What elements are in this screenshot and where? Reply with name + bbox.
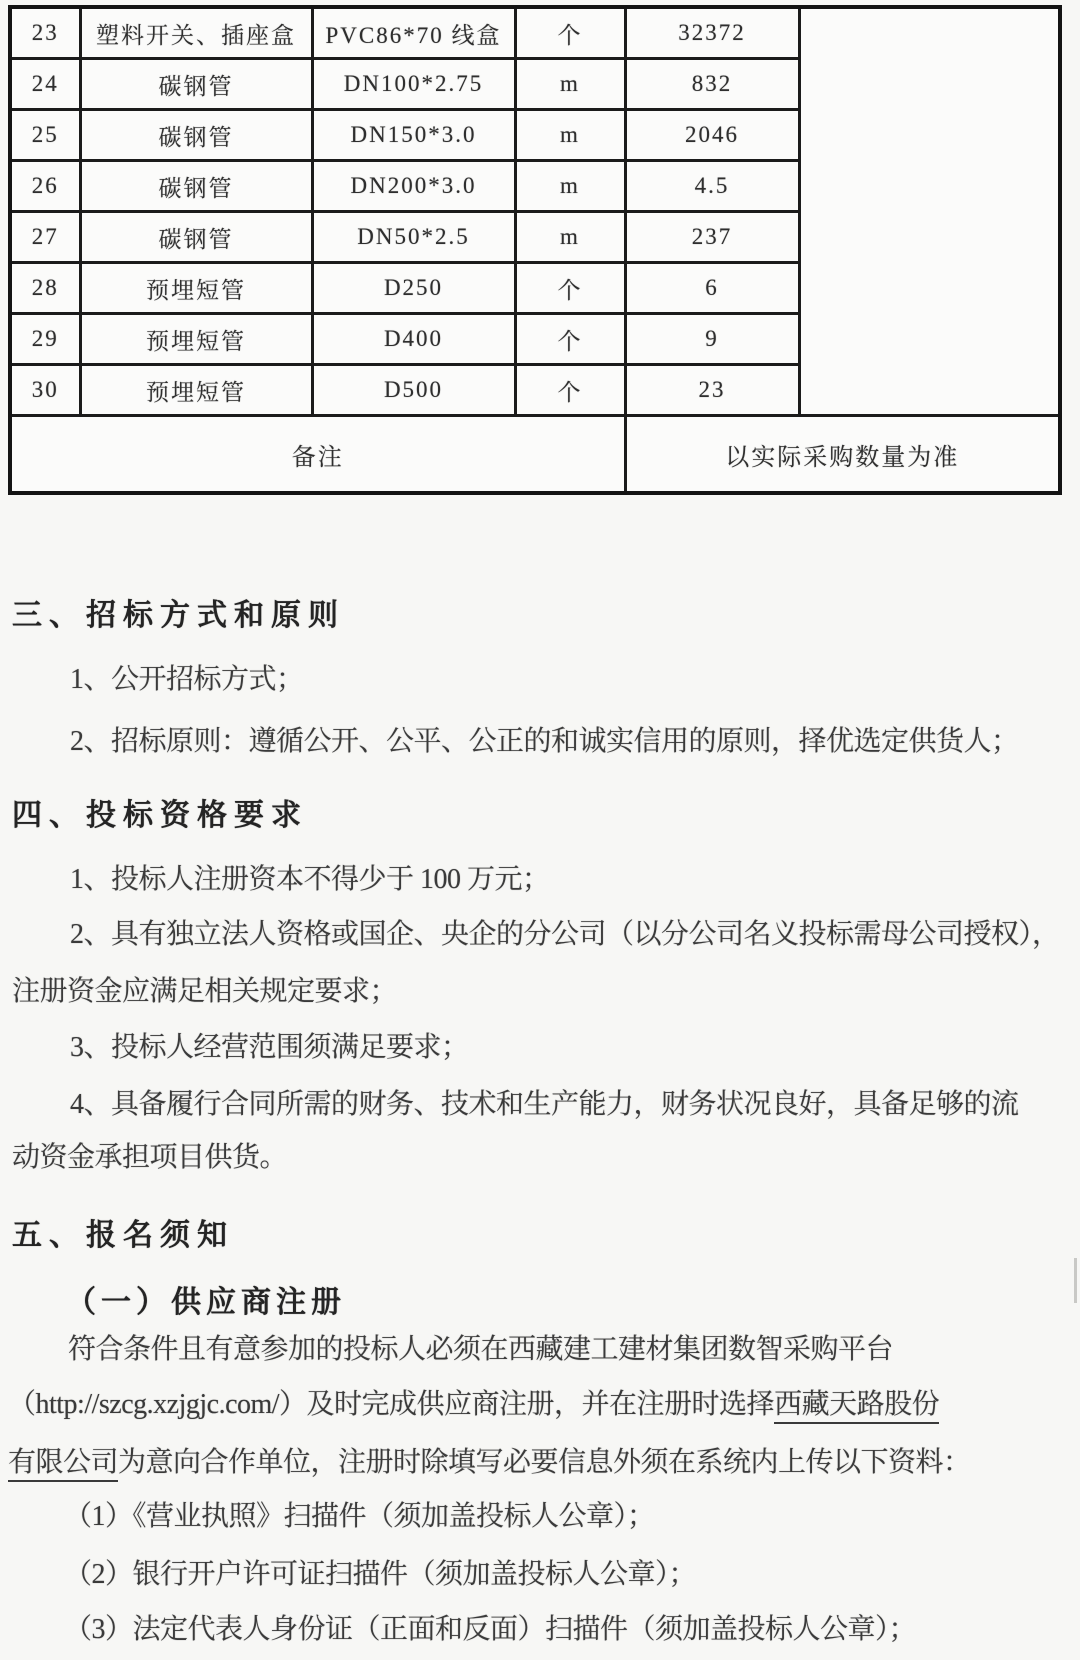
cell-spec: D400 [312, 314, 515, 365]
materials-table [8, 5, 1062, 495]
cell-seq: 25 [10, 110, 80, 161]
cell-unit: 个 [515, 365, 625, 416]
remarks-label-cell: 备注 [10, 416, 625, 494]
cell-spec: D250 [312, 263, 515, 314]
company-name-underlined: 有限公司 [8, 1447, 118, 1482]
cell-spec: PVC86*70 线盒 [312, 7, 515, 59]
cell-seq: 28 [10, 263, 80, 314]
cell-material-name: 碳钢管 [80, 161, 312, 212]
cell-seq: 24 [10, 59, 80, 110]
cell-spec: DN200*3.0 [312, 161, 515, 212]
section-4-item-3: 3、投标人经营范围须满足要求； [70, 1032, 469, 1063]
cell-material-name: 预埋短管 [80, 365, 312, 416]
registration-line-2-text: （http://szcg.xzjgjc.com/）及时完成供应商注册，并在注册时选择 [8, 1389, 775, 1420]
cell-seq: 23 [10, 7, 80, 59]
section-3-item-2: 2、招标原则：遵循公开、公平、公正的和诚实信用的原则，择优选定供货人； [70, 726, 1019, 757]
cell-spec: DN150*3.0 [312, 110, 515, 161]
cell-qty: 6 [625, 263, 799, 314]
cell-unit: m [515, 110, 625, 161]
required-document-item-2: （2）银行开户许可证扫描件（须加盖投标人公章）； [64, 1559, 697, 1590]
required-document-item-3: （3）法定代表人身份证（正面和反面）扫描件（须加盖投标人公章）； [64, 1614, 917, 1645]
cell-material-name: 预埋短管 [80, 263, 312, 314]
remarks-value-cell: 以实际采购数量为准 [625, 416, 1060, 494]
remarks-merged-cell [799, 7, 1060, 416]
registration-paragraph-line-1: 符合条件且有意参加的投标人必须在西藏建工建材集团数智采购平台 [68, 1334, 894, 1365]
section-5-heading: 五、报名须知 [12, 1219, 234, 1252]
cell-material-name: 碳钢管 [80, 110, 312, 161]
cell-material-name: 预埋短管 [80, 314, 312, 365]
section-3-heading: 三、招标方式和原则 [12, 599, 345, 632]
section-4-item-4-line-2: 动资金承担项目供货。 [12, 1142, 288, 1173]
registration-paragraph-line-2 [8, 1388, 939, 1421]
cell-material-name: 碳钢管 [80, 59, 312, 110]
cell-unit: m [515, 161, 625, 212]
section-3-item-1: 1、公开招标方式； [70, 664, 304, 695]
cell-qty: 2046 [625, 110, 799, 161]
cell-unit: m [515, 212, 625, 263]
cell-qty: 23 [625, 365, 799, 416]
cell-spec: DN50*2.5 [312, 212, 515, 263]
cell-unit: 个 [515, 314, 625, 365]
table-row [10, 7, 1060, 59]
table-footer-row [10, 416, 1060, 494]
section-4-item-2-line-1: 2、具有独立法人资格或国企、央企的分公司（以分公司名义投标需母公司授权）， [70, 919, 1060, 950]
section-4-item-1: 1、投标人注册资本不得少于 100 万元； [70, 864, 550, 895]
cell-qty: 9 [625, 314, 799, 365]
cell-spec: DN100*2.75 [312, 59, 515, 110]
scan-artifact [1074, 1258, 1077, 1303]
supplier-registration-subheading: （一）供应商注册 [66, 1286, 346, 1319]
cell-material-name: 塑料开关、插座盒 [80, 7, 312, 59]
section-4-item-4-line-1: 4、具备履行合同所需的财务、技术和生产能力，财务状况良好，具备足够的流 [70, 1089, 1019, 1120]
cell-qty: 4.5 [625, 161, 799, 212]
cell-material-name: 碳钢管 [80, 212, 312, 263]
section-4-item-2-line-2: 注册资金应满足相关规定要求； [12, 976, 398, 1007]
cell-unit: 个 [515, 263, 625, 314]
section-4-heading: 四、投标资格要求 [12, 799, 308, 832]
cell-qty: 237 [625, 212, 799, 263]
cell-seq: 29 [10, 314, 80, 365]
required-document-item-1: （1）《营业执照》扫描件（须加盖投标人公章）； [64, 1501, 655, 1532]
cell-unit: m [515, 59, 625, 110]
company-name-underlined: 西藏天路股份 [774, 1389, 939, 1424]
cell-spec: D500 [312, 365, 515, 416]
registration-line-3-text: 为意向合作单位，注册时除填写必要信息外须在系统内上传以下资料： [118, 1447, 971, 1478]
cell-unit: 个 [515, 7, 625, 59]
cell-seq: 26 [10, 161, 80, 212]
cell-qty: 832 [625, 59, 799, 110]
cell-seq: 27 [10, 212, 80, 263]
registration-paragraph-line-3 [8, 1446, 971, 1479]
cell-qty: 32372 [625, 7, 799, 59]
cell-seq: 30 [10, 365, 80, 416]
